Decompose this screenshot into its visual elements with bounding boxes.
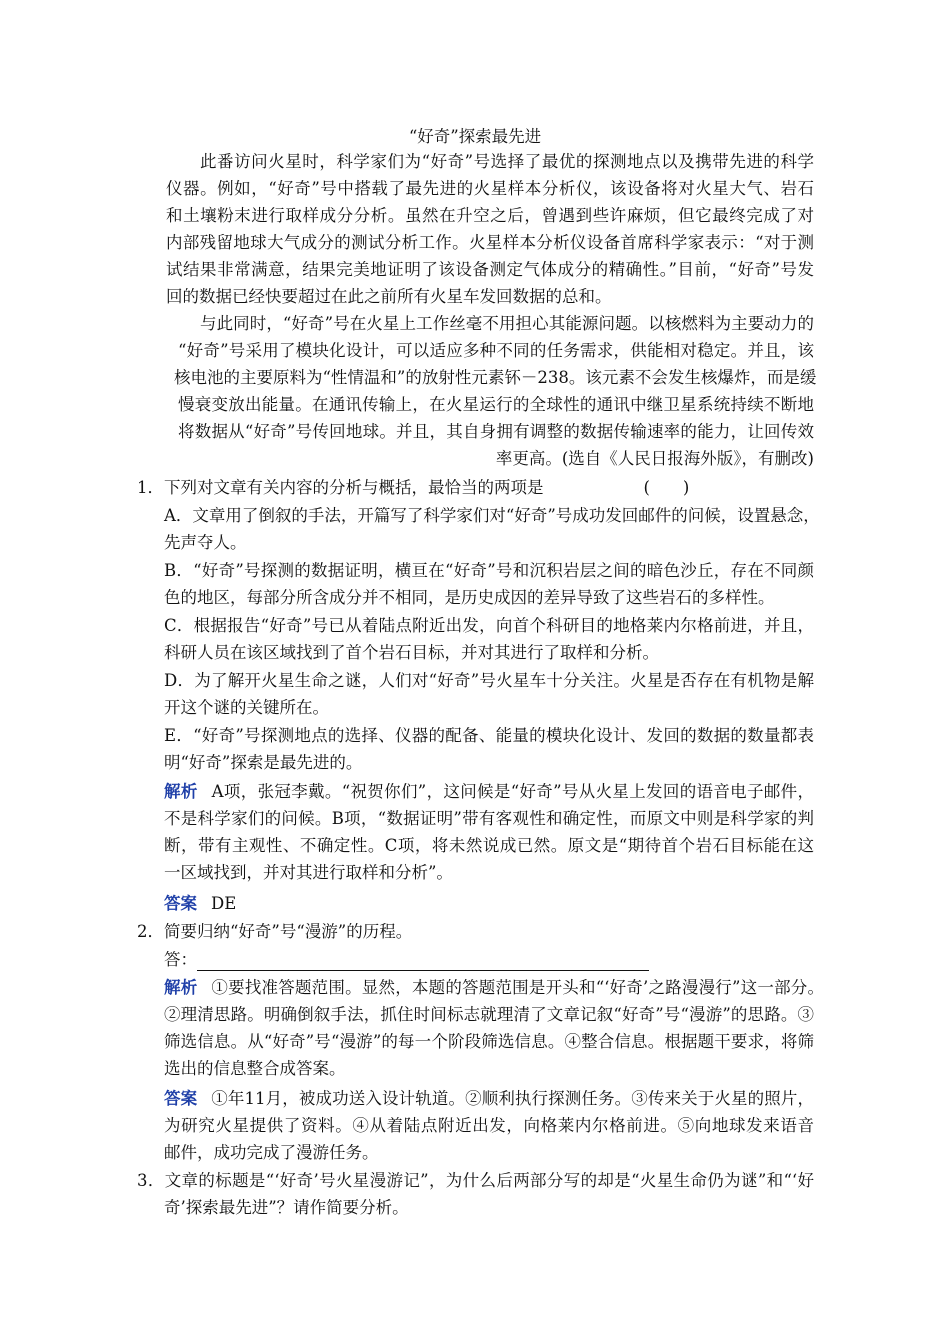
q1-analysis-text: A项，张冠李戴。“祝贺你们”，这问候是“好奇”号从火星上发回的语音电子邮件， [211, 782, 814, 801]
q1-analysis [164, 781, 814, 803]
analysis-label: 解析 [164, 782, 198, 801]
article-p2-line: 将数据从“好奇”号传回地球。并且，其自身拥有调整的数据传输速率的能力，让回传效 [178, 422, 814, 441]
answer-label: 答案 [164, 894, 197, 913]
q2-analysis-text: ①要找准答题范围。显然，本题的答题范围是开头和“‘好奇’之路漫漫行”这一部分。 [211, 978, 824, 997]
article-p1-line: 和土壤粉末进行取样成分分析。虽然在升空之后，曾遇到些许麻烦，但它最终完成了对 [166, 206, 814, 225]
article-p1-line: 试结果非常满意，结果完美地证明了该设备测定气体成分的精确性。”目前，“好奇”号发 [166, 260, 814, 279]
q2-analysis [164, 977, 824, 999]
q2-answer-line: 为研究火星提供了资料。④从着陆点附近出发，向格莱内尔格前进。⑤向地球发来语音 [164, 1116, 814, 1135]
q2-analysis-line: ②理清思路。明确倒叙手法，抓住时间标志就理清了文章记叙“好奇”号“漫游”的思路。③ [164, 1005, 814, 1024]
q1-option-a: A．文章用了倒叙的手法，开篇写了科学家们对“好奇”号成功发回邮件的问候，设置悬念， [164, 506, 820, 525]
q1-analysis-line: 断，带有主观性、不确定性。C项，将未然说成已然。原文是“期待首个岩石目标能在这 [164, 836, 814, 855]
q1-answer-text: DE [211, 894, 237, 913]
q1-option-e-cont: 明“好奇”探索是最先进的。 [164, 753, 363, 772]
q1-answer [164, 893, 236, 915]
article-p2-line: 核电池的主要原料为“性情温和”的放射性元素钚－238。该元素不会发生核爆炸，而是缓 [174, 368, 817, 387]
q3-stem-cont: 奇’探索最先进”？请作简要分析。 [164, 1198, 409, 1217]
q2-analysis-line: 筛选信息。从“好奇”号“漫游”的每一个阶段筛选信息。④整合信息。根据题干要求，将筛 [164, 1032, 814, 1051]
q1-option-c-cont: 科研人员在该区域找到了首个岩石目标，并对其进行了取样和分析。 [164, 643, 659, 662]
q1-analysis-line: 一区域找到，并对其进行取样和分析”。 [164, 863, 453, 882]
q1-stem-text: 1．下列对文章有关内容的分析与概括，最恰当的两项是 [137, 478, 544, 497]
q3-stem: 3．文章的标题是“‘好奇’号火星漫游记”，为什么后两部分写的却是“火星生命仍为谜”和“‘好 [137, 1171, 814, 1190]
q2-stem: 2．简要归纳“好奇”号“漫游”的历程。 [137, 922, 413, 941]
article-p1-line: 仪器。例如，“好奇”号中搭载了最先进的火星样本分析仪，该设备将对火星大气、岩石 [166, 179, 814, 198]
article-p2-line: 慢衰变放出能量。在通讯传输上，在火星运行的全球性的通讯中继卫星系统持续不断地 [178, 395, 814, 414]
analysis-label: 解析 [164, 978, 198, 997]
q2-analysis-line: 选出的信息整合成答案。 [164, 1059, 346, 1078]
q1-option-a-cont: 先声夺人。 [164, 533, 247, 552]
q2-reply-label: 答： [164, 950, 197, 969]
q2-answer [164, 1088, 814, 1110]
article-source: 率更高。(选自《人民日报海外版》，有删改) [495, 449, 814, 468]
q2-answer-line: 邮件，成功完成了漫游任务。 [164, 1143, 379, 1162]
article-title: “好奇”探索最先进 [408, 127, 542, 146]
article-p1-line: 此番访问火星时，科学家们为“好奇”号选择了最优的探测地点以及携带先进的科学 [200, 152, 814, 171]
q1-stem [137, 477, 689, 499]
article-p2-line: 与此同时，“好奇”号在火星上工作丝毫不用担心其能源问题。以核燃料为主要动力的 [200, 314, 814, 333]
q1-option-d-cont: 开这个谜的关键所在。 [164, 698, 329, 717]
q2-reply-line [164, 949, 649, 971]
q1-option-b: B．“好奇”号探测的数据证明，横亘在“好奇”号和沉积岩层之间的暗色沙丘，存在不同颜 [164, 561, 814, 580]
article-p1-line: 内部残留地球大气成分的测试分析工作。火星样本分析仪设备首席科学家表示：“对于测 [166, 233, 814, 252]
q1-option-b-cont: 色的地区，每部分所含成分并不相同，是历史成因的差异导致了这些岩石的多样性。 [164, 588, 775, 607]
article-p1-line: 回的数据已经快要超过在此之前所有火星车发回数据的总和。 [166, 287, 612, 306]
q1-option-c: C．根据报告“好奇”号已从着陆点附近出发，向首个科研目的地格莱内尔格前进，并且， [164, 616, 814, 635]
q1-analysis-line: 不是科学家们的问候。B项，“数据证明”带有客观性和确定性，而原文中则是科学家的判 [164, 809, 814, 828]
q2-answer-blank[interactable] [197, 952, 649, 971]
q1-option-e: E．“好奇”号探测地点的选择、仪器的配备、能量的模块化设计、发回的数据的数量都表 [164, 726, 814, 745]
q2-answer-text: ①年11月，被成功送入设计轨道。②顺利执行探测任务。③传来关于火星的照片， [211, 1089, 815, 1108]
q1-answer-paren: ( ) [643, 478, 690, 497]
article-p2-line: “好奇”号采用了模块化设计，可以适应多种不同的任务需求，供能相对稳定。并且，该 [178, 341, 814, 360]
q1-option-d: D．为了解开火星生命之谜，人们对“好奇”号火星车十分关注。火星是否存在有机物是解 [164, 671, 814, 690]
answer-label: 答案 [164, 1089, 198, 1108]
